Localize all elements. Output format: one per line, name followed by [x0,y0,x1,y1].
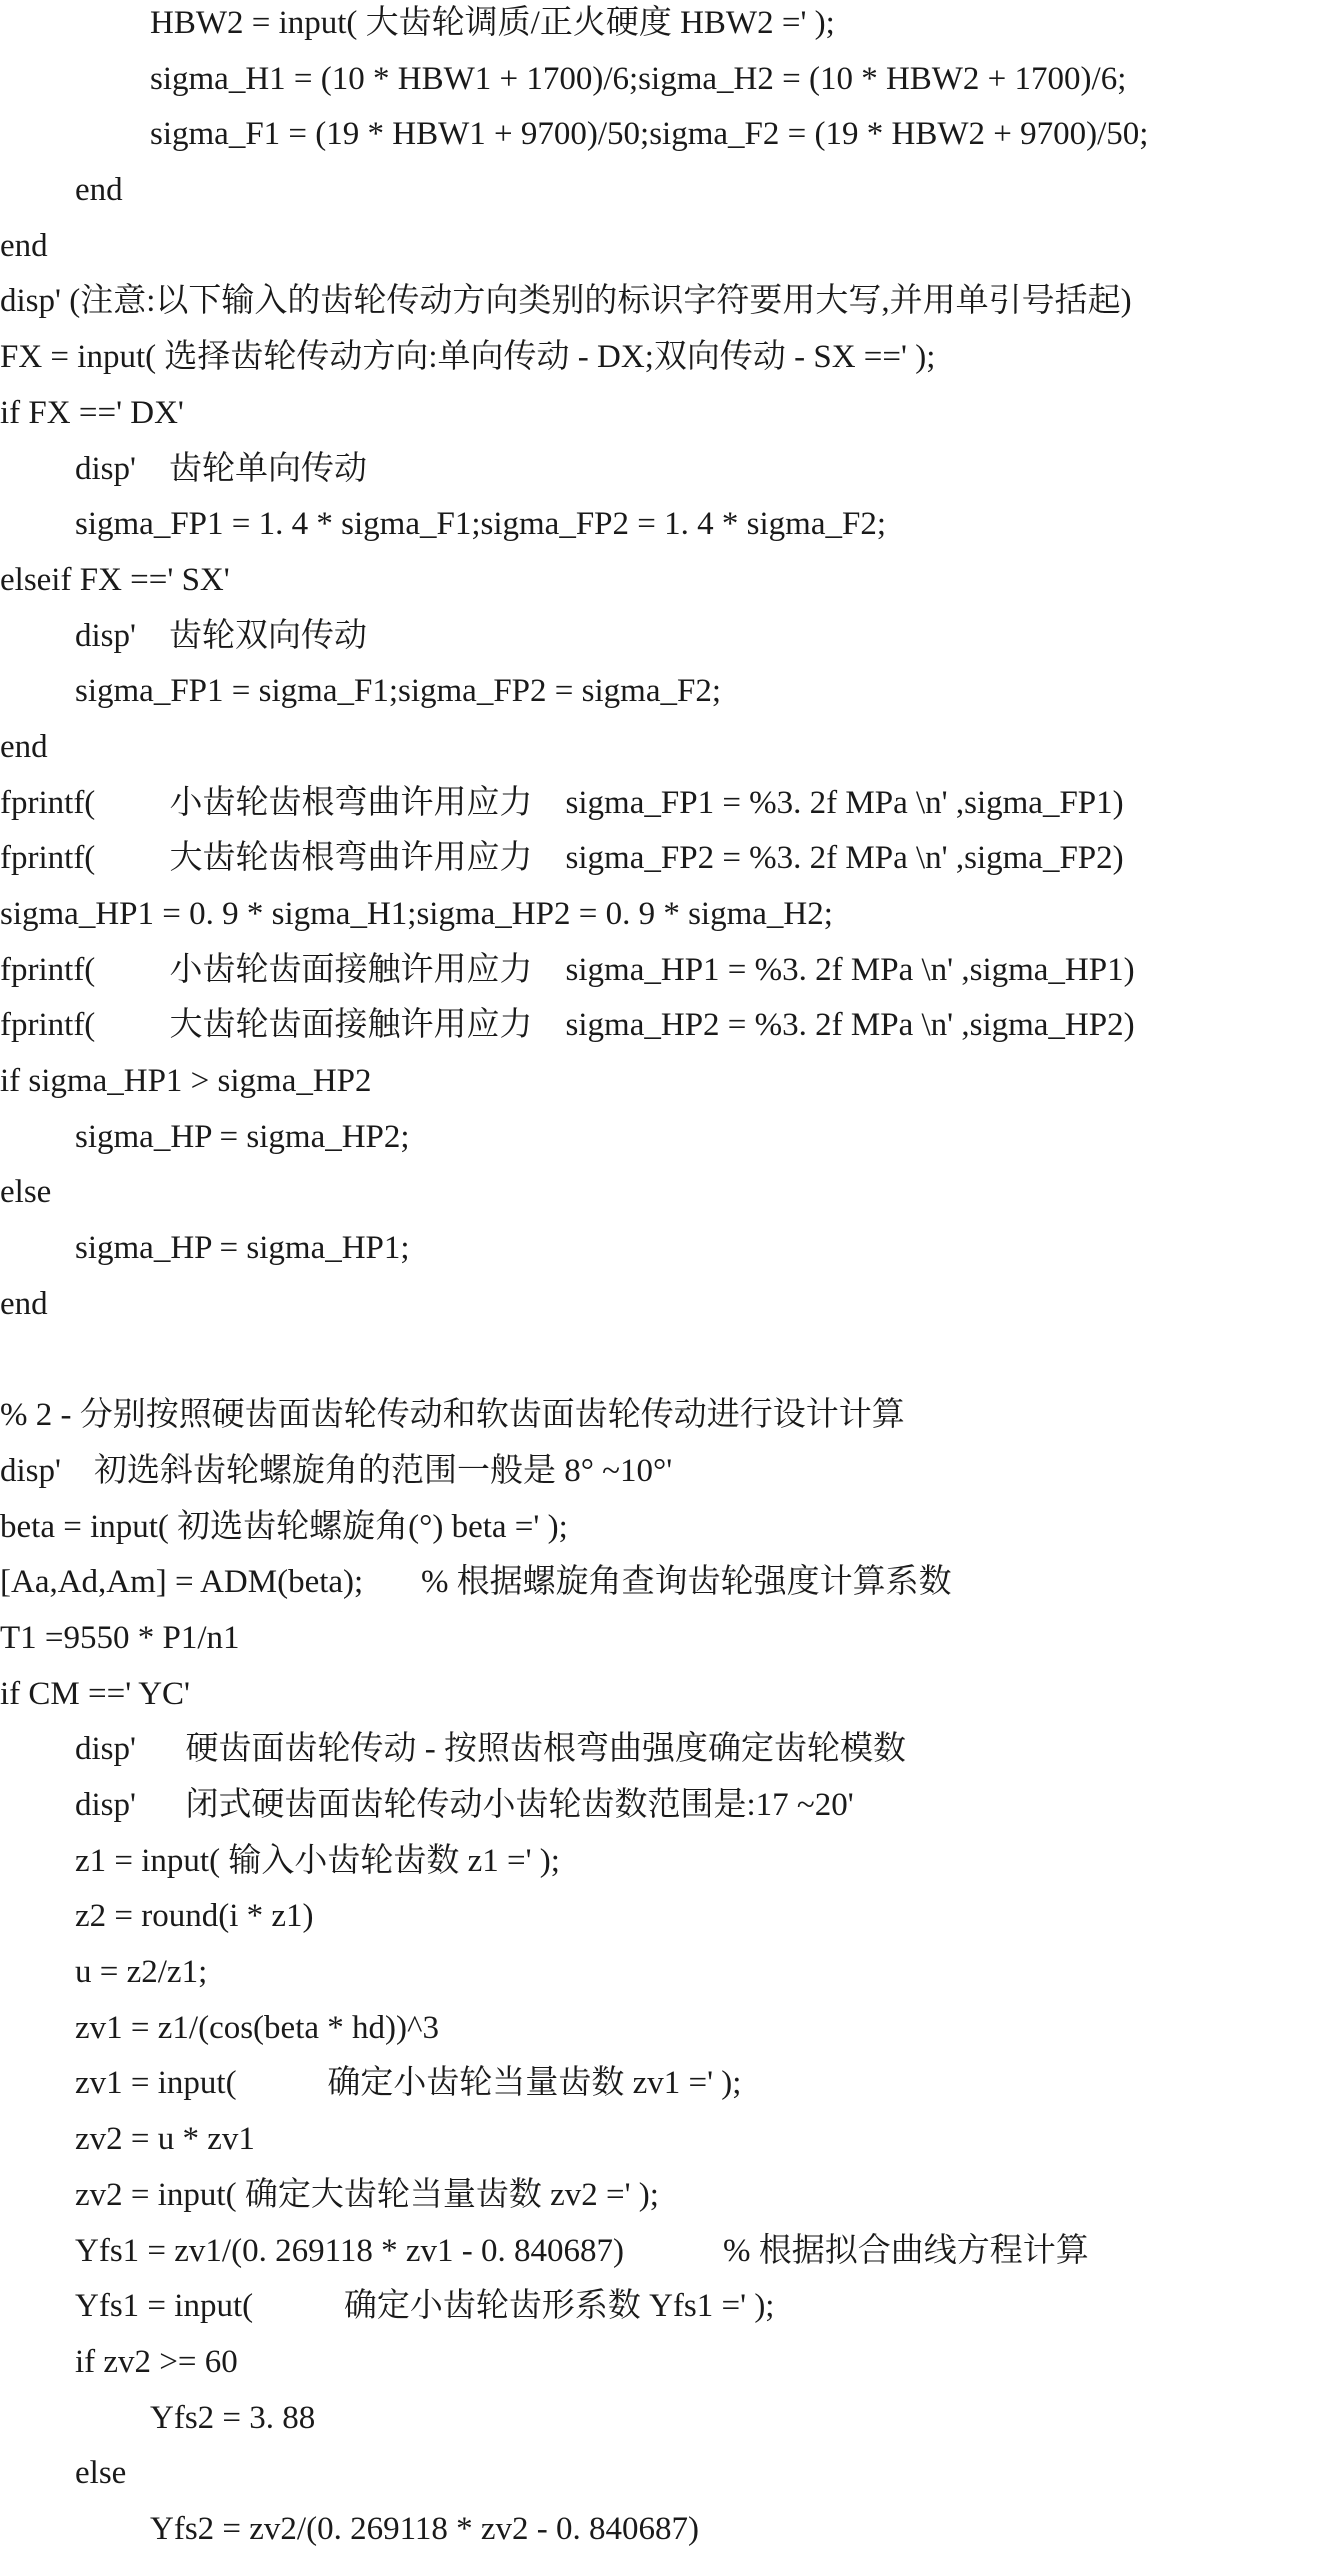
code-line: if FX ==' DX' [0,394,184,431]
code-line: end [0,227,48,264]
code-line [0,1337,1325,1393]
code-line: zv1 = z1/(cos(beta * hd))^3 [75,2009,439,2046]
code-line: HBW2 = input( 大齿轮调质/正火硬度 HBW2 =' ); [150,5,835,41]
code-line: disp' 初选斜齿轮螺旋角的范围一般是 8° ~10°' [0,1452,673,1489]
code-line: disp' 齿轮单向传动 [75,450,367,487]
code-line: sigma_F1 = (19 * HBW1 + 9700)/50;sigma_F2 = (19 * HBW2 + 9700)/50; [150,116,1149,153]
code-line: fprintf( 小齿轮齿面接触许用应力 sigma_HP1 = %3. 2f MPa \n' ,sigma_HP1) [0,951,1135,988]
code-line: disp' 硬齿面齿轮传动 - 按照齿根弯曲强度确定齿轮模数 [75,1731,906,1768]
code-line: sigma_FP1 = 1. 4 * sigma_F1;sigma_FP2 = 1. 4 * sigma_F2; [75,506,886,543]
code-line: z2 = round(i * z1) [75,1898,314,1935]
code-line: fprintf( 大齿轮齿根弯曲许用应力 sigma_FP2 = %3. 2f MPa \n' ,sigma_FP2) [0,840,1124,877]
code-line: [Aa,Ad,Am] = ADM(beta); % 根据螺旋角查询齿轮强度计算系数 [0,1564,952,1601]
code-line: disp' 齿轮双向传动 [75,617,367,654]
code-line: if sigma_HP1 > sigma_HP2 [0,1063,372,1100]
code-line: sigma_FP1 = sigma_F1;sigma_FP2 = sigma_F2; [75,673,721,710]
code-line: Yfs1 = input( 确定小齿轮齿形系数 Yfs1 =' ); [75,2288,775,2325]
code-line: if zv2 >= 60 [75,2343,238,2380]
code-line: T1 =9550 * P1/n1 [0,1619,240,1656]
code-line: zv1 = input( 确定小齿轮当量齿数 zv1 =' ); [75,2065,742,2102]
code-line: zv2 = u * zv1 [75,2121,255,2158]
code-line: Yfs2 = zv2/(0. 269118 * zv2 - 0. 840687) [150,2510,699,2547]
code-line: end [0,728,48,765]
code-line: fprintf( 小齿轮齿根弯曲许用应力 sigma_FP1 = %3. 2f MPa \n' ,sigma_FP1) [0,784,1124,821]
code-line: fprintf( 大齿轮齿面接触许用应力 sigma_HP2 = %3. 2f MPa \n' ,sigma_HP2) [0,1007,1135,1044]
code-line: if CM ==' YC' [0,1675,190,1712]
code-line: FX = input( 选择齿轮传动方向:单向传动 - DX;双向传动 - SX ==' ); [0,339,936,376]
code-line: sigma_HP = sigma_HP1; [75,1230,410,1267]
code-line: % 2 - 分别按照硬齿面齿轮传动和软齿面齿轮传动进行设计计算 [0,1397,905,1434]
code-line: disp' (注意:以下输入的齿轮传动方向类别的标识字符要用大写,并用单引号括起) [0,283,1132,320]
code-line: else [0,1174,52,1211]
code-line: end [0,1285,48,1322]
code-line: disp' 闭式硬齿面齿轮传动小齿轮齿数范围是:17 ~20' [75,1787,854,1823]
code-line: sigma_H1 = (10 * HBW1 + 1700)/6;sigma_H2 = (10 * HBW2 + 1700)/6; [150,60,1127,97]
code-line: u = z2/z1; [75,1954,208,1991]
code-line: Yfs2 = 3. 88 [150,2399,316,2436]
code-line: else [75,2455,127,2492]
code-line: elseif FX ==' SX' [0,561,230,598]
code-line: z1 = input( 输入小齿轮齿数 z1 =' ); [75,1842,560,1879]
code-line: sigma_HP = sigma_HP2; [75,1118,410,1155]
code-line: end [75,172,123,209]
code-line: zv2 = input( 确定大齿轮当量齿数 zv2 =' ); [75,2176,659,2213]
code-line: beta = input( 初选齿轮螺旋角(°) beta =' ); [0,1508,568,1545]
code-line: Yfs1 = zv1/(0. 269118 * zv1 - 0. 840687) % 根据拟合曲线方程计算 [75,2232,1089,2269]
code-line: sigma_HP1 = 0. 9 * sigma_H1;sigma_HP2 = 0. 9 * sigma_H2; [0,896,833,932]
